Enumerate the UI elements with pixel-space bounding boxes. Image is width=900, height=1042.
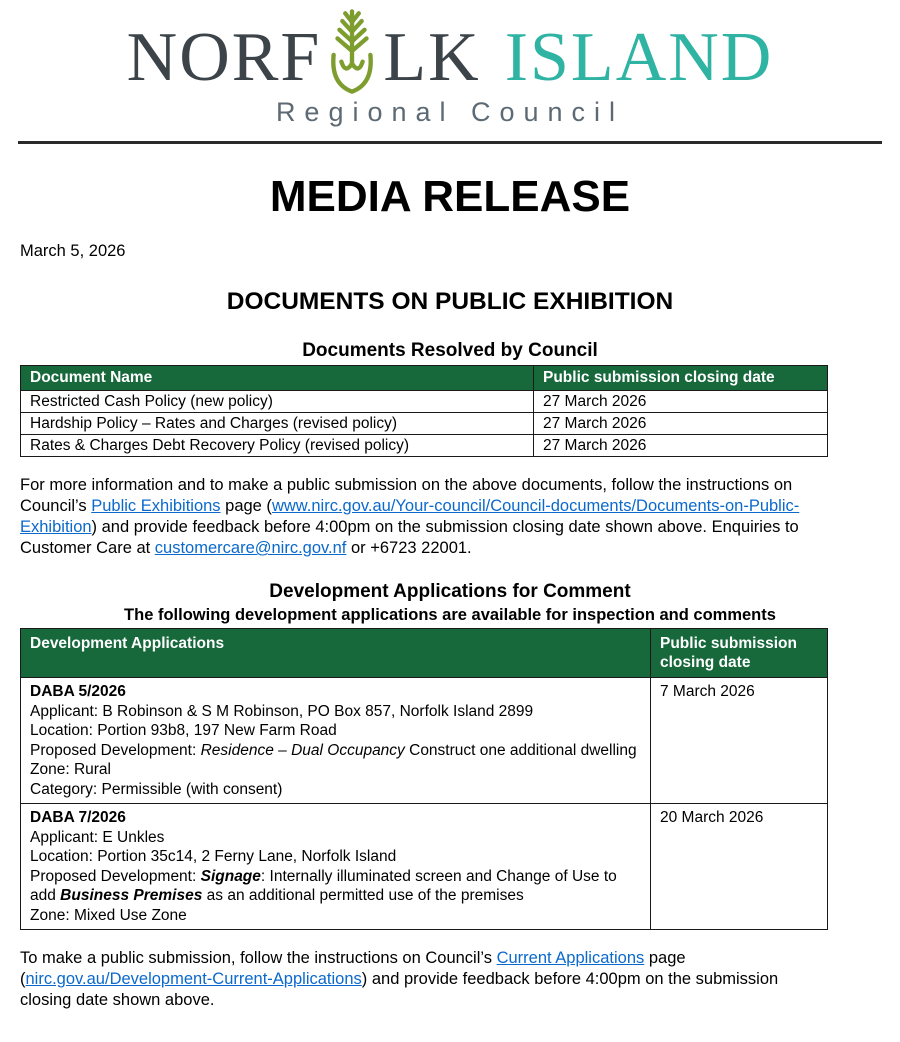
da-location: Location: Portion 93b8, 197 New Farm Road: [30, 722, 337, 739]
da-category: Category: Permissible (with consent): [30, 780, 283, 798]
proposed-description: as an additional permitted use of the premises: [202, 887, 524, 904]
norfolk-island-wordmark: [0, 6, 900, 96]
proposed-description: : Internally illuminated screen and Change of Use to add: [30, 867, 617, 904]
da-proposed-development: [30, 867, 641, 906]
development-subheading: The following development applications are available for inspection and comments: [124, 606, 776, 624]
da-id: DABA 7/2026: [30, 809, 126, 826]
regional-council-subtitle: Regional Council: [275, 97, 625, 127]
da-details-cell: [21, 804, 651, 930]
exhibition-info-paragraph: [20, 475, 820, 559]
wordmark-island: ISLAND: [504, 18, 774, 96]
table-row: [21, 413, 828, 435]
wordmark-lk: LK: [383, 18, 481, 96]
da-row: [21, 804, 828, 930]
document-name-cell: Restricted Cash Policy (new policy): [21, 391, 534, 413]
documents-table: [20, 365, 828, 457]
column-closing-date: Public submission closing date: [534, 366, 828, 391]
current-applications-url-link[interactable]: nirc.gov.au/Development-Current-Applications: [25, 970, 362, 988]
paragraph-text: To make a public submission, follow the instructions on Council’s: [20, 949, 497, 967]
exhibition-heading: DOCUMENTS ON PUBLIC EXHIBITION: [226, 288, 674, 315]
development-table: [20, 628, 828, 930]
da-proposed-development: [30, 741, 641, 761]
table-row: [21, 391, 828, 413]
closing-date-cell: 20 March 2026: [651, 804, 828, 930]
proposed-use: Business Premises: [60, 887, 203, 904]
column-document-name: Document Name: [21, 366, 534, 391]
development-table-header-row: [21, 629, 828, 678]
closing-date-cell: 27 March 2026: [534, 435, 828, 457]
submission-info-paragraph: [20, 948, 820, 1011]
development-heading: Development Applications for Comment: [269, 581, 631, 602]
proposed-use: Signage: [200, 867, 261, 885]
proposed-label: Proposed Development:: [30, 741, 201, 759]
document-name-cell: Rates & Charges Debt Recovery Policy (revised policy): [21, 435, 534, 457]
media-release-title: MEDIA RELEASE: [269, 172, 631, 221]
paragraph-text: or +6723 22001.: [346, 539, 472, 557]
table-row: [21, 435, 828, 457]
url-part: www.nirc.gov.au/Your-council/Council-: [271, 497, 551, 515]
proposed-label: Proposed Development:: [30, 867, 201, 885]
da-row: [21, 678, 828, 804]
current-applications-link[interactable]: Current Applications: [496, 949, 645, 967]
proposed-description: Construct one additional dwelling: [404, 741, 637, 759]
council-logo: [0, 0, 900, 128]
header-divider: [18, 141, 882, 144]
resolved-subheading: Documents Resolved by Council: [302, 340, 598, 361]
documents-table-header-row: [21, 366, 828, 391]
document-name-cell: Hardship Policy – Rates and Charges (revised policy): [21, 413, 534, 435]
closing-date-cell: 7 March 2026: [651, 678, 828, 804]
paragraph-text: page (: [220, 497, 272, 515]
closing-date-cell: 27 March 2026: [534, 391, 828, 413]
release-date: March 5, 2026: [20, 242, 126, 260]
url-part: documents/Documents-on-Public-Exhibition: [20, 497, 800, 536]
paragraph-text: page (: [20, 949, 686, 988]
paragraph-text: ) and provide feedback before 4:00pm on the submission closing date shown above. Enquiries to Customer Care at: [20, 518, 799, 557]
paragraph-text: ) and provide feedback before 4:00pm on the submission closing date shown above.: [20, 970, 779, 1009]
da-applicant: Applicant: E Unkles: [30, 828, 165, 846]
column-development-applications: Development Applications: [21, 629, 651, 678]
da-location: Location: Portion 35c14, 2 Ferny Lane, Norfolk Island: [30, 848, 397, 865]
da-id: DABA 5/2026: [30, 683, 126, 700]
da-zone: Zone: Rural: [30, 761, 111, 778]
proposed-use: Residence – Dual Occupancy: [200, 741, 405, 759]
wordmark-norf: NORF: [126, 18, 322, 96]
da-zone: Zone: Mixed Use Zone: [30, 906, 187, 924]
column-closing-date: Public submission closing date: [651, 629, 828, 678]
closing-date-cell: 27 March 2026: [534, 413, 828, 435]
da-applicant: Applicant: B Robinson & S M Robinson, PO Box 857, Norfolk Island 2899: [30, 702, 534, 720]
public-exhibitions-link[interactable]: Public Exhibitions: [91, 497, 221, 515]
paragraph-text: For more information and to make a public submission on the above documents, follow the instructions on Council’s: [20, 476, 793, 515]
norfolk-pine-icon: [323, 6, 381, 98]
customer-care-email-link[interactable]: customercare@nirc.gov.nf: [154, 539, 347, 557]
da-details-cell: [21, 678, 651, 804]
